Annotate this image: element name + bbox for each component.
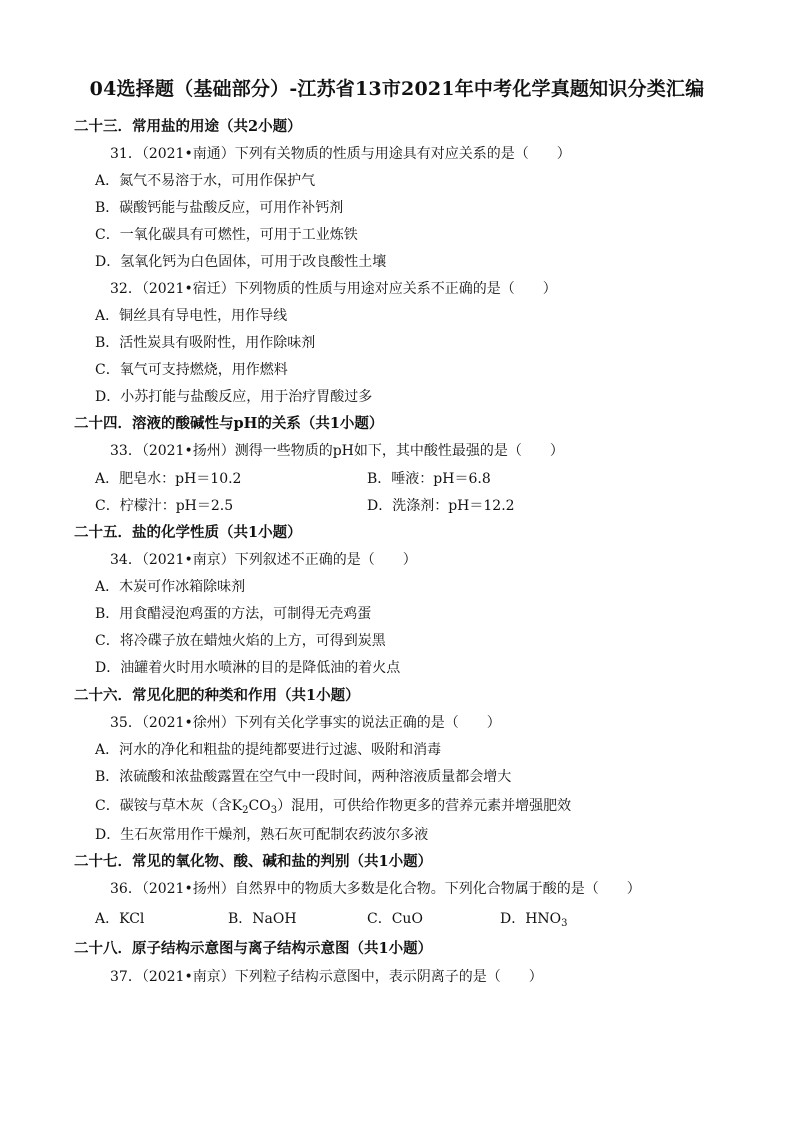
question-35-option-b: B．浓硫酸和浓盐酸露置在空气中一段时间，两种溶液质量都会增大 <box>95 769 512 785</box>
question-33-option-b: B．唾液：pH＝6.8 <box>367 471 491 487</box>
question-36-option-c: C．CuO <box>367 911 423 927</box>
question-35-option-c <box>95 797 571 815</box>
section-header-26: 二十六．常见化肥的种类和作用（共1小题） <box>74 687 360 704</box>
question-36-option-d <box>500 910 568 928</box>
option-d-text: D．HNO <box>500 911 562 927</box>
question-34-option-c: C．将冷碟子放在蜡烛火焰的上方，可得到炭黑 <box>95 633 386 649</box>
question-31-option-a: A．氮气不易溶于水，可用作保护气 <box>95 173 316 189</box>
question-37-stem: 37．（2021•南京）下列粒子结构示意图中，表示阴离子的是（ ） <box>110 969 543 985</box>
question-35-option-d: D．生石灰常用作干燥剂，熟石灰可配制农药波尔多液 <box>95 827 429 843</box>
question-35-stem: 35．（2021•徐州）下列有关化学事实的说法正确的是（ ） <box>110 715 501 731</box>
question-31-stem: 31．（2021•南通）下列有关物质的性质与用途具有对应关系的是（ ） <box>110 146 571 162</box>
page-title: 04选择题（基础部分）-江苏省13市2021年中考化学真题知识分类汇编 <box>89 78 705 100</box>
question-36-stem: 36．（2021•扬州）自然界中的物质大多数是化合物。下列化合物属于酸的是（ ） <box>110 881 641 897</box>
question-32-option-c: C．氧气可支持燃烧，用作燃料 <box>95 362 288 378</box>
section-header-27: 二十七．常见的氧化物、酸、碱和盐的判别（共1小题） <box>74 853 433 870</box>
question-31-option-c: C．一氧化碳具有可燃性，可用于工业炼铁 <box>95 227 358 243</box>
question-36-option-a: A．KCl <box>95 911 145 927</box>
question-35-option-a: A．河水的净化和粗盐的提纯都要进行过滤、吸附和消毒 <box>95 742 442 758</box>
question-33-option-d: D．洗涤剂：pH＝12.2 <box>367 498 515 514</box>
question-34-option-d: D．油罐着火时用水喷淋的目的是降低油的着火点 <box>95 660 401 676</box>
question-34-option-a: A．木炭可作冰箱除味剂 <box>95 579 246 595</box>
question-32-option-a: A．铜丝具有导电性，用作导线 <box>95 308 288 324</box>
question-33-stem: 33．（2021•扬州）测得一些物质的pH如下，其中酸性最强的是（ ） <box>110 443 564 459</box>
option-c-text-mid: CO <box>248 798 271 814</box>
subscript-3: 3 <box>270 805 278 816</box>
subscript-2: 2 <box>242 805 249 816</box>
subscript-3: 3 <box>561 918 568 929</box>
question-36-option-b: B．NaOH <box>228 911 297 927</box>
question-32-stem: 32．（2021•宿迁）下列物质的性质与用途对应关系不正确的是（ ） <box>110 281 557 297</box>
option-c-text-post: ）混用，可供给作物更多的营养元素并增强肥效 <box>277 798 572 814</box>
question-31-option-d: D．氢氧化钙为白色固体，可用于改良酸性土壤 <box>95 254 387 270</box>
question-31-option-b: B．碳酸钙能与盐酸反应，可用作补钙剂 <box>95 200 344 216</box>
section-header-23: 二十三．常用盐的用途（共2小题） <box>74 118 302 135</box>
option-c-text-pre: C．碳铵与草木灰（含K <box>95 798 243 814</box>
section-header-25: 二十五．盐的化学性质（共1小题） <box>74 524 302 541</box>
question-33-option-a: A．肥皂水：pH＝10.2 <box>95 471 242 487</box>
question-32-option-d: D．小苏打能与盐酸反应，用于治疗胃酸过多 <box>95 389 373 405</box>
question-32-option-b: B．活性炭具有吸附性，用作除味剂 <box>95 335 316 351</box>
section-header-24: 二十四．溶液的酸碱性与pH的关系（共1小题） <box>74 415 384 432</box>
section-header-28: 二十八．原子结构示意图与离子结构示意图（共1小题） <box>74 940 433 957</box>
question-33-option-c: C．柠檬汁：pH＝2.5 <box>95 498 234 514</box>
question-34-stem: 34．（2021•南京）下列叙述不正确的是（ ） <box>110 552 417 568</box>
question-34-option-b: B．用食醋浸泡鸡蛋的方法，可制得无壳鸡蛋 <box>95 606 372 622</box>
